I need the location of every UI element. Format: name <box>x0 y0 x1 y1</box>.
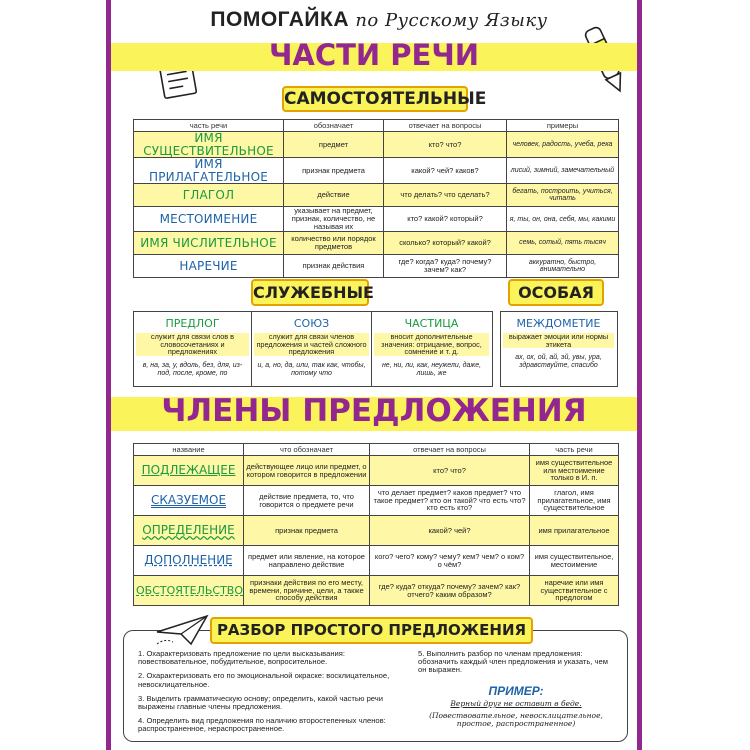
part-questions: кто? что? <box>384 132 507 158</box>
service-label: СЛУЖЕБНЫЕ <box>251 279 369 306</box>
analysis-title: РАЗБОР ПРОСТОГО ПРЕДЛОЖЕНИЯ <box>210 617 533 644</box>
part-meaning: указывает на предмет, признак, количество, не называя их <box>284 207 384 232</box>
member-name: СКАЗУЕМОЕ <box>134 486 244 516</box>
analysis-step: 3. Выделить грамматическую основу; определить, какой частью речи выражены главные члены предложения. <box>138 693 383 711</box>
member-meaning: признаки действия по его месту, времени, причине, цели, а также способу действия <box>244 576 370 606</box>
part-name: ИМЯ ПРИЛАГАТЕЛЬНОЕ <box>134 158 284 184</box>
member-part: имя прилагательное <box>530 516 619 546</box>
service-part-desc: служит для связи членов предложения и частей сложного предложения <box>254 333 369 356</box>
member-name: ПОДЛЕЖАЩЕЕ <box>134 456 244 486</box>
special-part-name: МЕЖДОМЕТИЕ <box>516 317 601 330</box>
col-header: отвечает на вопросы <box>384 120 507 132</box>
table-row <box>134 184 619 207</box>
member-questions: кто? что? <box>370 456 530 486</box>
col-header: часть речи <box>134 120 284 132</box>
analysis-step: 5. Выполнить разбор по членам предложения: обозначить каждый член предложения и указать, чем он выражен. <box>418 649 608 675</box>
analysis-steps-right <box>418 650 618 681</box>
col-header: отвечает на вопросы <box>370 444 530 456</box>
service-part-desc: служит для связи слов в словосочетаниях и предложениях <box>136 333 249 356</box>
member-questions: какой? чей? <box>370 516 530 546</box>
part-examples: аккуратно, быстро, внимательно <box>507 255 619 278</box>
col-header: что обозначает <box>244 444 370 456</box>
service-part-preposition <box>134 312 252 386</box>
analysis-step: 2. Охарактеризовать его по эмоциональной окраске: восклицательное, невосклицательное. <box>138 671 390 689</box>
poster-header <box>111 8 647 32</box>
special-part-interjection <box>501 312 616 386</box>
poster <box>106 0 642 750</box>
table-row <box>134 207 619 232</box>
special-part-box <box>500 311 618 387</box>
special-label: ОСОБАЯ <box>508 279 604 306</box>
service-part-desc: вносит дополнительные значения: отрицание, вопрос, сомнение и т. д. <box>374 333 489 356</box>
sentence-members-title: ЧЛЕНЫ ПРЕДЛОЖЕНИЯ <box>161 393 587 429</box>
table-row <box>134 132 619 158</box>
service-part-name: СОЮЗ <box>293 317 330 330</box>
service-parts-box <box>133 311 493 387</box>
part-examples: я, ты, он, она, себя, мы, какими <box>507 207 619 232</box>
member-questions: где? куда? откуда? почему? зачем? как? отчего? каким образом? <box>370 576 530 606</box>
table-row <box>134 456 619 486</box>
members-table-header <box>134 444 619 456</box>
col-header: обозначает <box>284 120 384 132</box>
example-sentence: Верный друг не оставит в беде. <box>450 699 582 708</box>
part-name: ИМЯ СУЩЕСТВИТЕЛЬНОЕ <box>134 132 284 158</box>
parts-table-header <box>134 120 619 132</box>
member-meaning: действие предмета, то, что говорится о предмете речи <box>244 486 370 516</box>
table-row <box>134 255 619 278</box>
part-meaning: действие <box>284 184 384 207</box>
members-table <box>133 443 618 606</box>
member-questions: что делает предмет? каков предмет? что такое предмет? кто он такой? что есть что? кто есть кто? <box>370 486 530 516</box>
table-row <box>134 486 619 516</box>
member-meaning: действующее лицо или предмет, о котором говорится в предложении <box>244 456 370 486</box>
member-name: ДОПОЛНЕНИЕ <box>134 546 244 576</box>
part-name: ГЛАГОЛ <box>134 184 284 207</box>
paper-plane-icon <box>155 612 211 648</box>
member-meaning: предмет или явление, на которое направлено действие <box>244 546 370 576</box>
part-name: ИМЯ ЧИСЛИТЕЛЬНОЕ <box>134 232 284 255</box>
part-name: НАРЕЧИЕ <box>134 255 284 278</box>
table-row <box>134 232 619 255</box>
col-header: часть речи <box>530 444 619 456</box>
service-part-examples: и, а, но, да, или, так как, чтобы, потому что <box>257 361 366 378</box>
analysis-steps-left <box>138 650 410 740</box>
service-part-name: ПРЕДЛОГ <box>165 317 220 330</box>
part-examples: человек, радость, учеба, река <box>507 132 619 158</box>
poster-title: ПОМОГАЙКА <box>210 8 349 31</box>
table-row <box>134 546 619 576</box>
part-meaning: количество или порядок предметов <box>284 232 384 255</box>
service-part-examples: в, на, за, у, вдоль, без, для, из-под, после, кроме, по <box>142 361 243 378</box>
example-note: (Повествовательное, невосклицательное, простое, распространенное) <box>429 711 603 729</box>
special-part-desc: выражает эмоции или нормы этикета <box>503 333 614 348</box>
poster-subtitle: по Русскому Языку <box>355 10 548 31</box>
service-part-examples: не, ни, ли, как, неужели, даже, лишь, же <box>381 361 482 378</box>
member-name: ОБСТОЯТЕЛЬСТВО <box>134 576 244 606</box>
member-meaning: признак предмета <box>244 516 370 546</box>
col-header: название <box>134 444 244 456</box>
part-name: МЕСТОИМЕНИЕ <box>134 207 284 232</box>
col-header: примеры <box>507 120 619 132</box>
service-part-conjunction <box>252 312 372 386</box>
part-meaning: предмет <box>284 132 384 158</box>
parts-of-speech-title: ЧАСТИ РЕЧИ <box>268 38 480 72</box>
part-questions: где? когда? куда? почему? зачем? как? <box>384 255 507 278</box>
part-questions: кто? какой? который? <box>384 207 507 232</box>
analysis-step: 4. Определить вид предложения по наличию второстепенных членов: распространенное, нераспространенное. <box>138 716 386 734</box>
service-part-particle <box>372 312 491 386</box>
example-title: ПРИМЕР: <box>488 684 544 698</box>
part-examples: семь, сотый, пять тысяч <box>507 232 619 255</box>
member-part: наречие или имя существительное с предлогом <box>530 576 619 606</box>
member-questions: кого? чего? кому? чему? кем? чем? о ком? о чём? <box>370 546 530 576</box>
parts-table <box>133 119 618 278</box>
part-questions: что делать? что сделать? <box>384 184 507 207</box>
part-questions: сколько? который? какой? <box>384 232 507 255</box>
part-examples: бегать, построить, учиться, читать <box>507 184 619 207</box>
part-examples: лисий, зимний, замечательный <box>507 158 619 184</box>
member-part: глагол, имя прилагательное, имя существительное <box>530 486 619 516</box>
member-part: имя существительное или местоимение только в И. п. <box>530 456 619 486</box>
part-meaning: признак предмета <box>284 158 384 184</box>
table-row <box>134 158 619 184</box>
part-questions: какой? чей? каков? <box>384 158 507 184</box>
service-part-name: ЧАСТИЦА <box>404 317 459 330</box>
analysis-step: 1. Охарактеризовать предложение по цели высказывания: повествовательное, побудительное, вопросительное. <box>138 649 345 667</box>
table-row <box>134 576 619 606</box>
part-meaning: признак действия <box>284 255 384 278</box>
table-row <box>134 516 619 546</box>
special-part-examples: ах, ох, ой, ай, эй, увы, ура, здравствуйте, спасибо <box>515 354 602 370</box>
member-part: имя существительное, местоимение <box>530 546 619 576</box>
member-name: ОПРЕДЕЛЕНИЕ <box>134 516 244 546</box>
independent-label: САМОСТОЯТЕЛЬНЫЕ <box>282 86 468 112</box>
